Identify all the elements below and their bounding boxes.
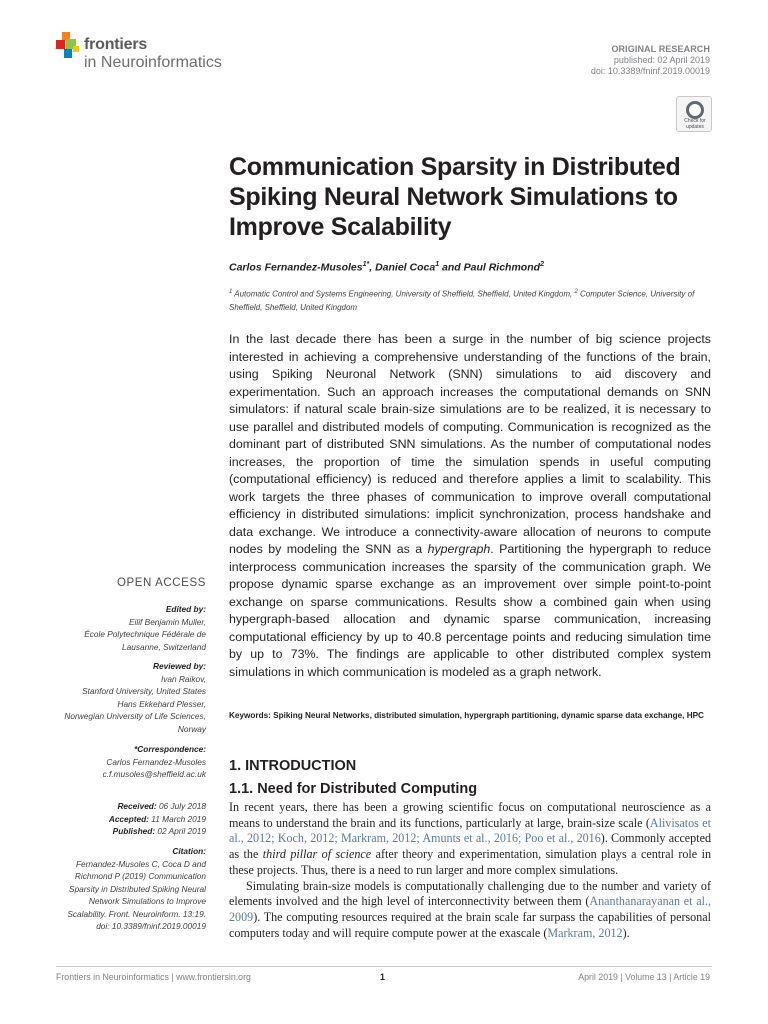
paper-title: Communication Sparsity in Distributed Spiking Neural Network Simulations to Improve Scalability <box>229 153 681 241</box>
affiliation-mark: 2 <box>574 289 578 295</box>
accepted-label: Accepted: <box>108 813 149 824</box>
reviewer-name[interactable]: Hans Ekkehard Plesser, <box>117 698 206 709</box>
correspondence-heading: *Correspondence: <box>134 744 206 754</box>
citation-link[interactable]: Alivisatos et al., 2012; Koch, 2012; Markram, 2012; Amunts et al., 2016; Poo et al., 2016 <box>229 815 711 846</box>
journal-logo[interactable] <box>56 32 256 82</box>
reviewed-by-heading: Reviewed by: <box>152 661 206 671</box>
reviewer-affiliation: Stanford University, United States <box>82 686 206 696</box>
body-text-run: ). <box>622 925 630 940</box>
body-text <box>229 800 711 941</box>
accepted-date: 11 March 2019 <box>148 813 206 824</box>
body-paragraph <box>229 879 711 942</box>
citation-block <box>40 845 206 933</box>
citation-doi-link[interactable]: doi: 10.3389/fninf.2019.00019 <box>96 921 206 931</box>
affiliation-text: Automatic Control and Systems Engineering, University of Sheffield, Sheffield, United Kingdom, <box>232 289 575 299</box>
editor-affiliation: Lausanne, Switzerland <box>122 641 206 652</box>
published-date: published: 02 April 2019 <box>613 55 710 65</box>
reviewer-affiliation: Norway <box>177 723 206 734</box>
author-conjunction: and <box>439 261 464 274</box>
footer-divider <box>56 966 712 967</box>
abstract-emphasis: hypergraph <box>427 542 491 556</box>
correspondence-name: Carlos Fernandez-Musoles <box>106 756 206 767</box>
received-label: Received: <box>117 801 157 811</box>
body-text-run: Simulating brain-size models is computationally challenging due to the number and variety of elements involved and the high level of interconnectivity between them ( <box>229 878 711 909</box>
citation-line: Network Simulations to Improve <box>88 896 206 906</box>
author-affiliation-mark: 1 <box>435 261 440 268</box>
citation-line: Sparsity in Distributed Spiking Neural <box>69 883 206 894</box>
received-date: 06 July 2018 <box>156 801 206 811</box>
keywords: Keywords: Spiking Neural Networks, distributed simulation, hypergraph partitioning, dynamic sparse data exchange, HPC <box>229 711 704 720</box>
author-name[interactable]: Carlos Fernandez-Musoles <box>229 261 363 274</box>
subsection-heading: 1.1. Need for Distributed Computing <box>229 781 478 797</box>
abstract-text: In the last decade there has been a surge in the number of big science projects interested in achieving a comprehensive understanding of the functions of the brain, using Spiking Neuronal Network (SNN) simulations to aid discovery and experimentation. Such an approach increases the computational demands on SNN simulators: if natural scale brain-size simulations are to be realized, it is necessary to use parallel and distributed models of computing. Communication is recognized as the dominant part of distributed SNN simulations. As the number of computational nodes increases, the proportion of time the simulation spends in useful computing (computational efficiency) is reduced and therefore applies a limit to scalability. This work targets the three phases of communication to improve overall computational efficiency in distributed simulations: implicit synchronization, process handshake and data exchange. We introduce a connectivity-aware allocation of neurons to compute nodes by modeling the SNN as a <box>229 332 711 556</box>
affiliation-text: Computer Science, University of Sheffield, Sheffield, United Kingdom <box>229 289 695 312</box>
author-list: Carlos Fernandez-Musoles$^{1*}$, Daniel Coca$^1$ and Paul Richmond$^2$ <box>229 261 544 274</box>
correspondence-email-link[interactable]: c.f.musoles@sheffield.ac.uk <box>102 769 206 779</box>
section-heading: 1. INTRODUCTION <box>229 758 357 774</box>
footer-volume-info: April 2019 | Volume 13 | Article 19 <box>578 972 710 982</box>
check-updates-label: Check for updates <box>684 118 706 130</box>
journal-name-subtitle: in Neuroinformatics <box>84 54 222 71</box>
published-label: Published: <box>112 826 156 836</box>
body-text-run: ). The computing resources required at the brain scale far surpass the capabilities of personal computers today and will require compute power at the exascale ( <box>229 909 711 940</box>
body-paragraph <box>229 800 711 879</box>
author-name[interactable]: Paul Richmond <box>463 261 541 274</box>
citation-link[interactable]: Ananthanarayanan et al., 2009 <box>229 894 711 924</box>
published-date-side: 02 April 2019 <box>155 826 206 836</box>
frontiers-logo-icon <box>56 32 82 60</box>
author-affiliation-mark: 2 <box>540 261 544 268</box>
citation-line: Richmond P (2019) Communication <box>74 871 206 881</box>
edited-by-heading: Edited by: <box>165 604 206 614</box>
author-name[interactable]: Daniel Coca <box>375 261 436 274</box>
body-emphasis: third pillar of science <box>262 847 372 862</box>
editor-affiliation: École Polytechnique Fédérale de <box>84 629 206 639</box>
journal-name-frontiers: frontiers <box>84 36 148 53</box>
affiliation-mark: 1 <box>229 289 233 295</box>
body-text-run: In recent years, there has been a growing scientific focus on computational neuroscience as a means to understand the brain and its functions, particularly at large, brain-size scale ( <box>229 800 711 830</box>
citation-line: Scalability. Front. Neuroinform. 13:19. <box>67 908 206 919</box>
page-number: 1 <box>380 972 385 982</box>
correspondence-block <box>40 743 206 781</box>
check-updates-icon <box>686 101 704 119</box>
reviewer-name[interactable]: Ivan Raikov, <box>160 673 206 684</box>
editor-name[interactable]: Eilif Benjamin Muller, <box>128 616 206 627</box>
check-for-updates-button[interactable] <box>676 96 712 132</box>
article-type: ORIGINAL RESEARCH <box>611 44 710 54</box>
abstract-text: . Partitioning the hypergraph to reduce interprocess communication increases the sparsity of the communication graph. We propose dynamic sparse exchange as an improvement over simple point-to-point exchange on sparse communications. Results show a combined gain when using hypergraph-based allocation and dynamic sparse communication, increasing computational efficiency by up to 40.8 percentage points and reducing simulation time by up to 73%. The findings are applicable to other distributed complex system simulations in which communication is modeled as a graph network. <box>229 542 711 679</box>
article-doi[interactable]: doi: 10.3389/fninf.2019.00019 <box>590 66 710 76</box>
citation-heading: Citation: <box>172 846 206 856</box>
edited-by-block <box>40 603 206 653</box>
author-affiliation-mark: 1* <box>362 261 370 268</box>
dates-block <box>40 800 206 838</box>
abstract <box>229 331 711 681</box>
reviewed-by-block <box>40 660 206 735</box>
open-access-label: OPEN ACCESS <box>116 577 206 589</box>
affiliations <box>229 286 709 314</box>
body-text-run: ). Commonly accepted as the <box>229 831 712 862</box>
citation-link[interactable]: Markram, 2012 <box>547 925 623 940</box>
article-meta <box>591 44 710 77</box>
reviewer-affiliation: Norwegian University of Life Sciences, <box>64 711 206 721</box>
footer-journal-link[interactable]: Frontiers in Neuroinformatics | www.frontiersin.org <box>56 972 251 982</box>
citation-line: Fernandez-Musoles C, Coca D and <box>75 858 206 869</box>
body-text-run: after theory and experimentation, simulation plays a central role in these projects. Thus, there is a need to run larger and more complex simulations. <box>229 847 712 877</box>
